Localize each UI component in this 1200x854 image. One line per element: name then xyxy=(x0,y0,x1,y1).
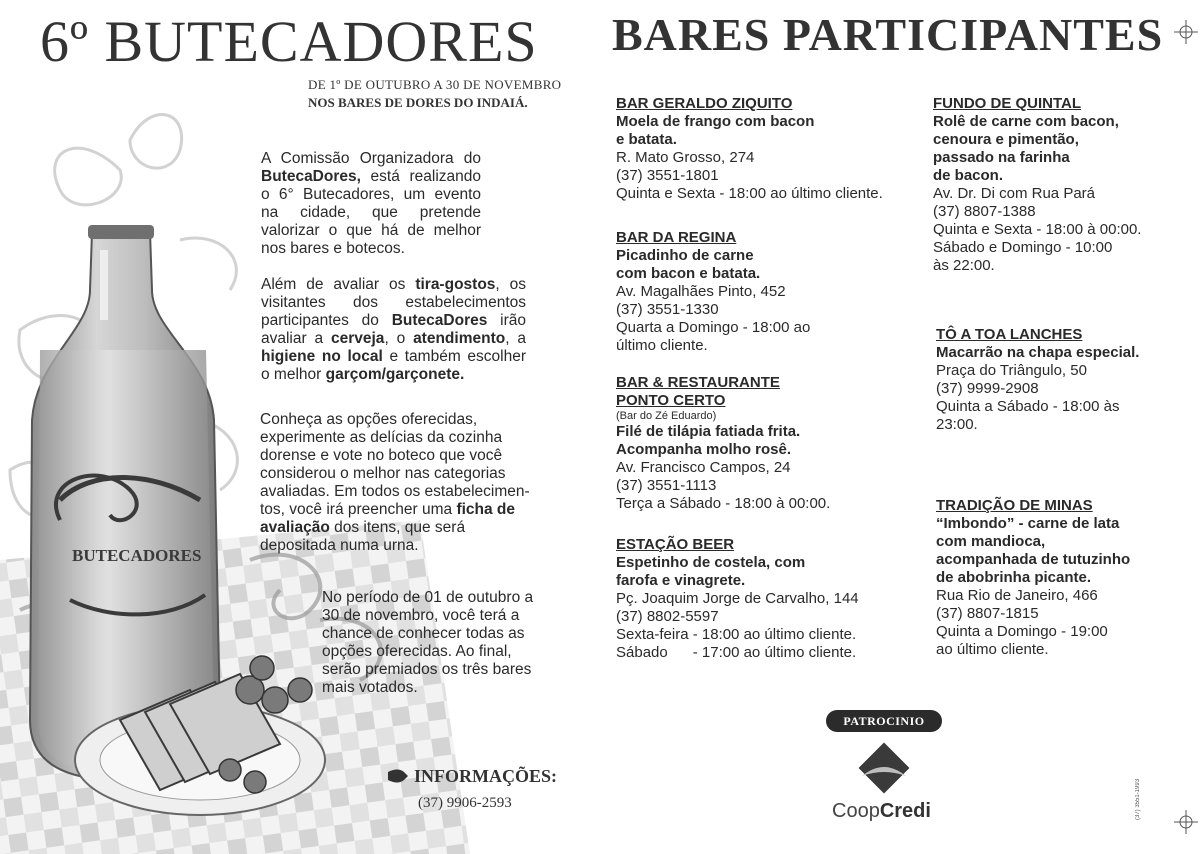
intro-paragraph xyxy=(261,150,481,258)
bar-detail: último cliente. xyxy=(616,337,708,354)
dish-description: Filé de tilápia fatiada frita. xyxy=(616,423,801,440)
bar-detail: (37) 3551-1113 xyxy=(616,477,717,494)
highlight-text: cerveja xyxy=(330,330,385,347)
bar-entry xyxy=(616,536,859,662)
bar-detail: Terça a Sábado - 18:00 à 00:00. xyxy=(616,495,831,512)
bar-detail: (37) 3551-1330 xyxy=(616,301,719,318)
dish-description: Espetinho de costela, com xyxy=(616,554,806,571)
dish-description: “Imbondo” - carne de lata xyxy=(936,515,1120,532)
dish-description: cenoura e pimentão, xyxy=(933,131,1079,148)
dish-description: com mandioca, xyxy=(936,533,1046,550)
bar-detail: (37) 9999-2908 xyxy=(936,380,1039,397)
bar-name: FUNDO DE QUINTAL xyxy=(933,95,1082,112)
dish-description: Picadinho de carne xyxy=(616,247,754,264)
paragraph-text: está realizando o 6° Butecadores, um evento na cidade, que pretende valorizar o que há de melhor nos bares e botecos. xyxy=(261,168,481,257)
sponsor-badge: PATROCINIO xyxy=(826,710,942,732)
paragraph-text: Conheça as opções oferecidas, experimente as delícias da cozinha dorense e vote no boteco que você considerou o melhor nas categorias avaliadas. Em todos os estabelecimen-tos, você irá preencher uma xyxy=(260,411,530,518)
paragraph-text: irão avaliar a xyxy=(261,312,526,347)
bar-detail: Rua Rio de Janeiro, 466 xyxy=(936,587,1098,604)
event-location: NOS BARES DE DORES DO INDAIÁ. xyxy=(308,95,528,110)
dish-description: Macarrão na chapa especial. xyxy=(936,344,1140,361)
page-title-right: BARES PARTICIPANTES xyxy=(612,9,1164,60)
bar-detail: 23:00. xyxy=(936,416,978,433)
bar-detail: Quinta e Sexta - 18:00 ao último cliente. xyxy=(616,185,883,202)
bar-entry xyxy=(933,95,1141,275)
bar-detail: (37) 3551-1801 xyxy=(616,167,719,184)
registration-mark-icon xyxy=(1174,810,1198,834)
bar-name: BAR & RESTAURANTE PONTO CERTO xyxy=(616,374,780,409)
dish-description: Moela de frango com bacon xyxy=(616,113,815,130)
bar-detail: às 22:00. xyxy=(933,257,995,274)
sponsor-name: CoopCredi xyxy=(832,800,931,822)
dish-description: de abobrinha picante. xyxy=(936,569,1092,586)
dish-description: Acompanha molho rosê. xyxy=(616,441,792,458)
highlight-text: tira-gostos xyxy=(415,276,496,293)
dish-description: de bacon. xyxy=(933,167,1004,184)
bar-detail: ao último cliente. xyxy=(936,641,1049,658)
bar-detail: R. Mato Grosso, 274 xyxy=(616,149,755,166)
bar-detail: Sexta-feira - 18:00 ao último cliente. xyxy=(616,626,857,643)
bar-name: TÔ A TOA LANCHES xyxy=(936,326,1083,343)
bar-detail: Sábado e Domingo - 10:00 xyxy=(933,239,1113,256)
bar-detail: (37) 8802-5597 xyxy=(616,608,719,625)
paragraph-text: , o xyxy=(384,330,414,347)
bar-detail: Pç. Joaquim Jorge de Carvalho, 144 xyxy=(616,590,859,607)
paragraph-text: e também escolher o melhor xyxy=(261,348,526,383)
bar-entry xyxy=(616,95,883,203)
bar-detail: Quarta a Domingo - 18:00 ao xyxy=(616,319,811,336)
bar-detail: Praça do Triângulo, 50 xyxy=(936,362,1087,379)
dish-description: e batata. xyxy=(616,131,677,148)
paragraph-text: , a xyxy=(505,330,526,347)
paragraph-text: A Comissão Organizadora do xyxy=(261,150,481,167)
highlight-text: atendimento xyxy=(413,330,506,347)
highlight-text: ButecaDores xyxy=(391,312,488,329)
dish-description: passado na farinha xyxy=(933,149,1070,166)
highlight-text: ficha de avaliação xyxy=(260,501,516,536)
bar-detail: Av. Dr. Di com Rua Pará xyxy=(933,185,1095,202)
evaluation-paragraph xyxy=(261,276,526,384)
coopcredi-logo-icon xyxy=(856,740,912,796)
printer-imprint: (37) 3551-1993 xyxy=(1135,778,1141,820)
paragraph-text: Além de avaliar os xyxy=(261,276,416,293)
bar-detail: Quinta e Sexta - 18:00 à 00:00. xyxy=(933,221,1142,238)
highlight-text: ButecaDores, xyxy=(261,168,361,185)
page-title-left: 6º BUTECADORES xyxy=(40,9,538,74)
highlight-text: garçom/garçonete. xyxy=(325,366,465,383)
bar-entry xyxy=(936,326,1139,434)
info-heading xyxy=(386,766,557,787)
arrow-icon xyxy=(386,767,410,781)
paragraph-text: , os visitantes dos estabelecimentos participantes do xyxy=(261,276,527,329)
bar-name: BAR DA REGINA xyxy=(616,229,737,246)
bar-name: ESTAÇÃO BEER xyxy=(616,536,735,553)
bar-name: TRADIÇÃO DE MINAS xyxy=(936,497,1093,514)
bar-detail: Sábado - 17:00 ao último cliente. xyxy=(616,644,857,661)
paragraph-text: dos itens, que será depositada numa urna. xyxy=(260,519,466,554)
bar-nickname: (Bar do Zé Eduardo) xyxy=(616,410,717,422)
dish-description: acompanhada de tutuzinho xyxy=(936,551,1131,568)
bar-entry xyxy=(616,229,810,355)
info-phone: (37) 9906-2593 xyxy=(418,795,512,811)
dish-description: com bacon e batata. xyxy=(616,265,761,282)
period-paragraph: No período de 01 de outubro a 30 de novembro, você terá a chance de conhecer todas as opções oferecidas. Ao final, serão premiados os três bares mais votados. xyxy=(322,589,534,696)
bar-entry xyxy=(616,374,830,513)
bar-detail: Quinta a Domingo - 19:00 xyxy=(936,623,1108,640)
highlight-text: higiene no local xyxy=(261,348,383,365)
registration-mark-icon xyxy=(1174,20,1198,44)
dish-description: farofa e vinagrete. xyxy=(616,572,746,589)
info-label: INFORMAÇÕES: xyxy=(414,766,557,786)
bar-detail: (37) 8807-1388 xyxy=(933,203,1036,220)
voting-paragraph xyxy=(260,411,545,555)
bar-entry xyxy=(936,497,1130,659)
bar-detail: (37) 8807-1815 xyxy=(936,605,1039,622)
bar-detail: Av. Magalhães Pinto, 452 xyxy=(616,283,786,300)
bar-detail: Av. Francisco Campos, 24 xyxy=(616,459,791,476)
bottle-label: BUTECADORES xyxy=(72,546,202,565)
bar-name: BAR GERALDO ZIQUITO xyxy=(616,95,793,112)
bar-detail: Quinta a Sábado - 18:00 às xyxy=(936,398,1120,415)
dish-description: Rolê de carne com bacon, xyxy=(933,113,1119,130)
date-range: DE 1º DE OUTUBRO A 30 DE NOVEMBRO xyxy=(308,77,562,92)
